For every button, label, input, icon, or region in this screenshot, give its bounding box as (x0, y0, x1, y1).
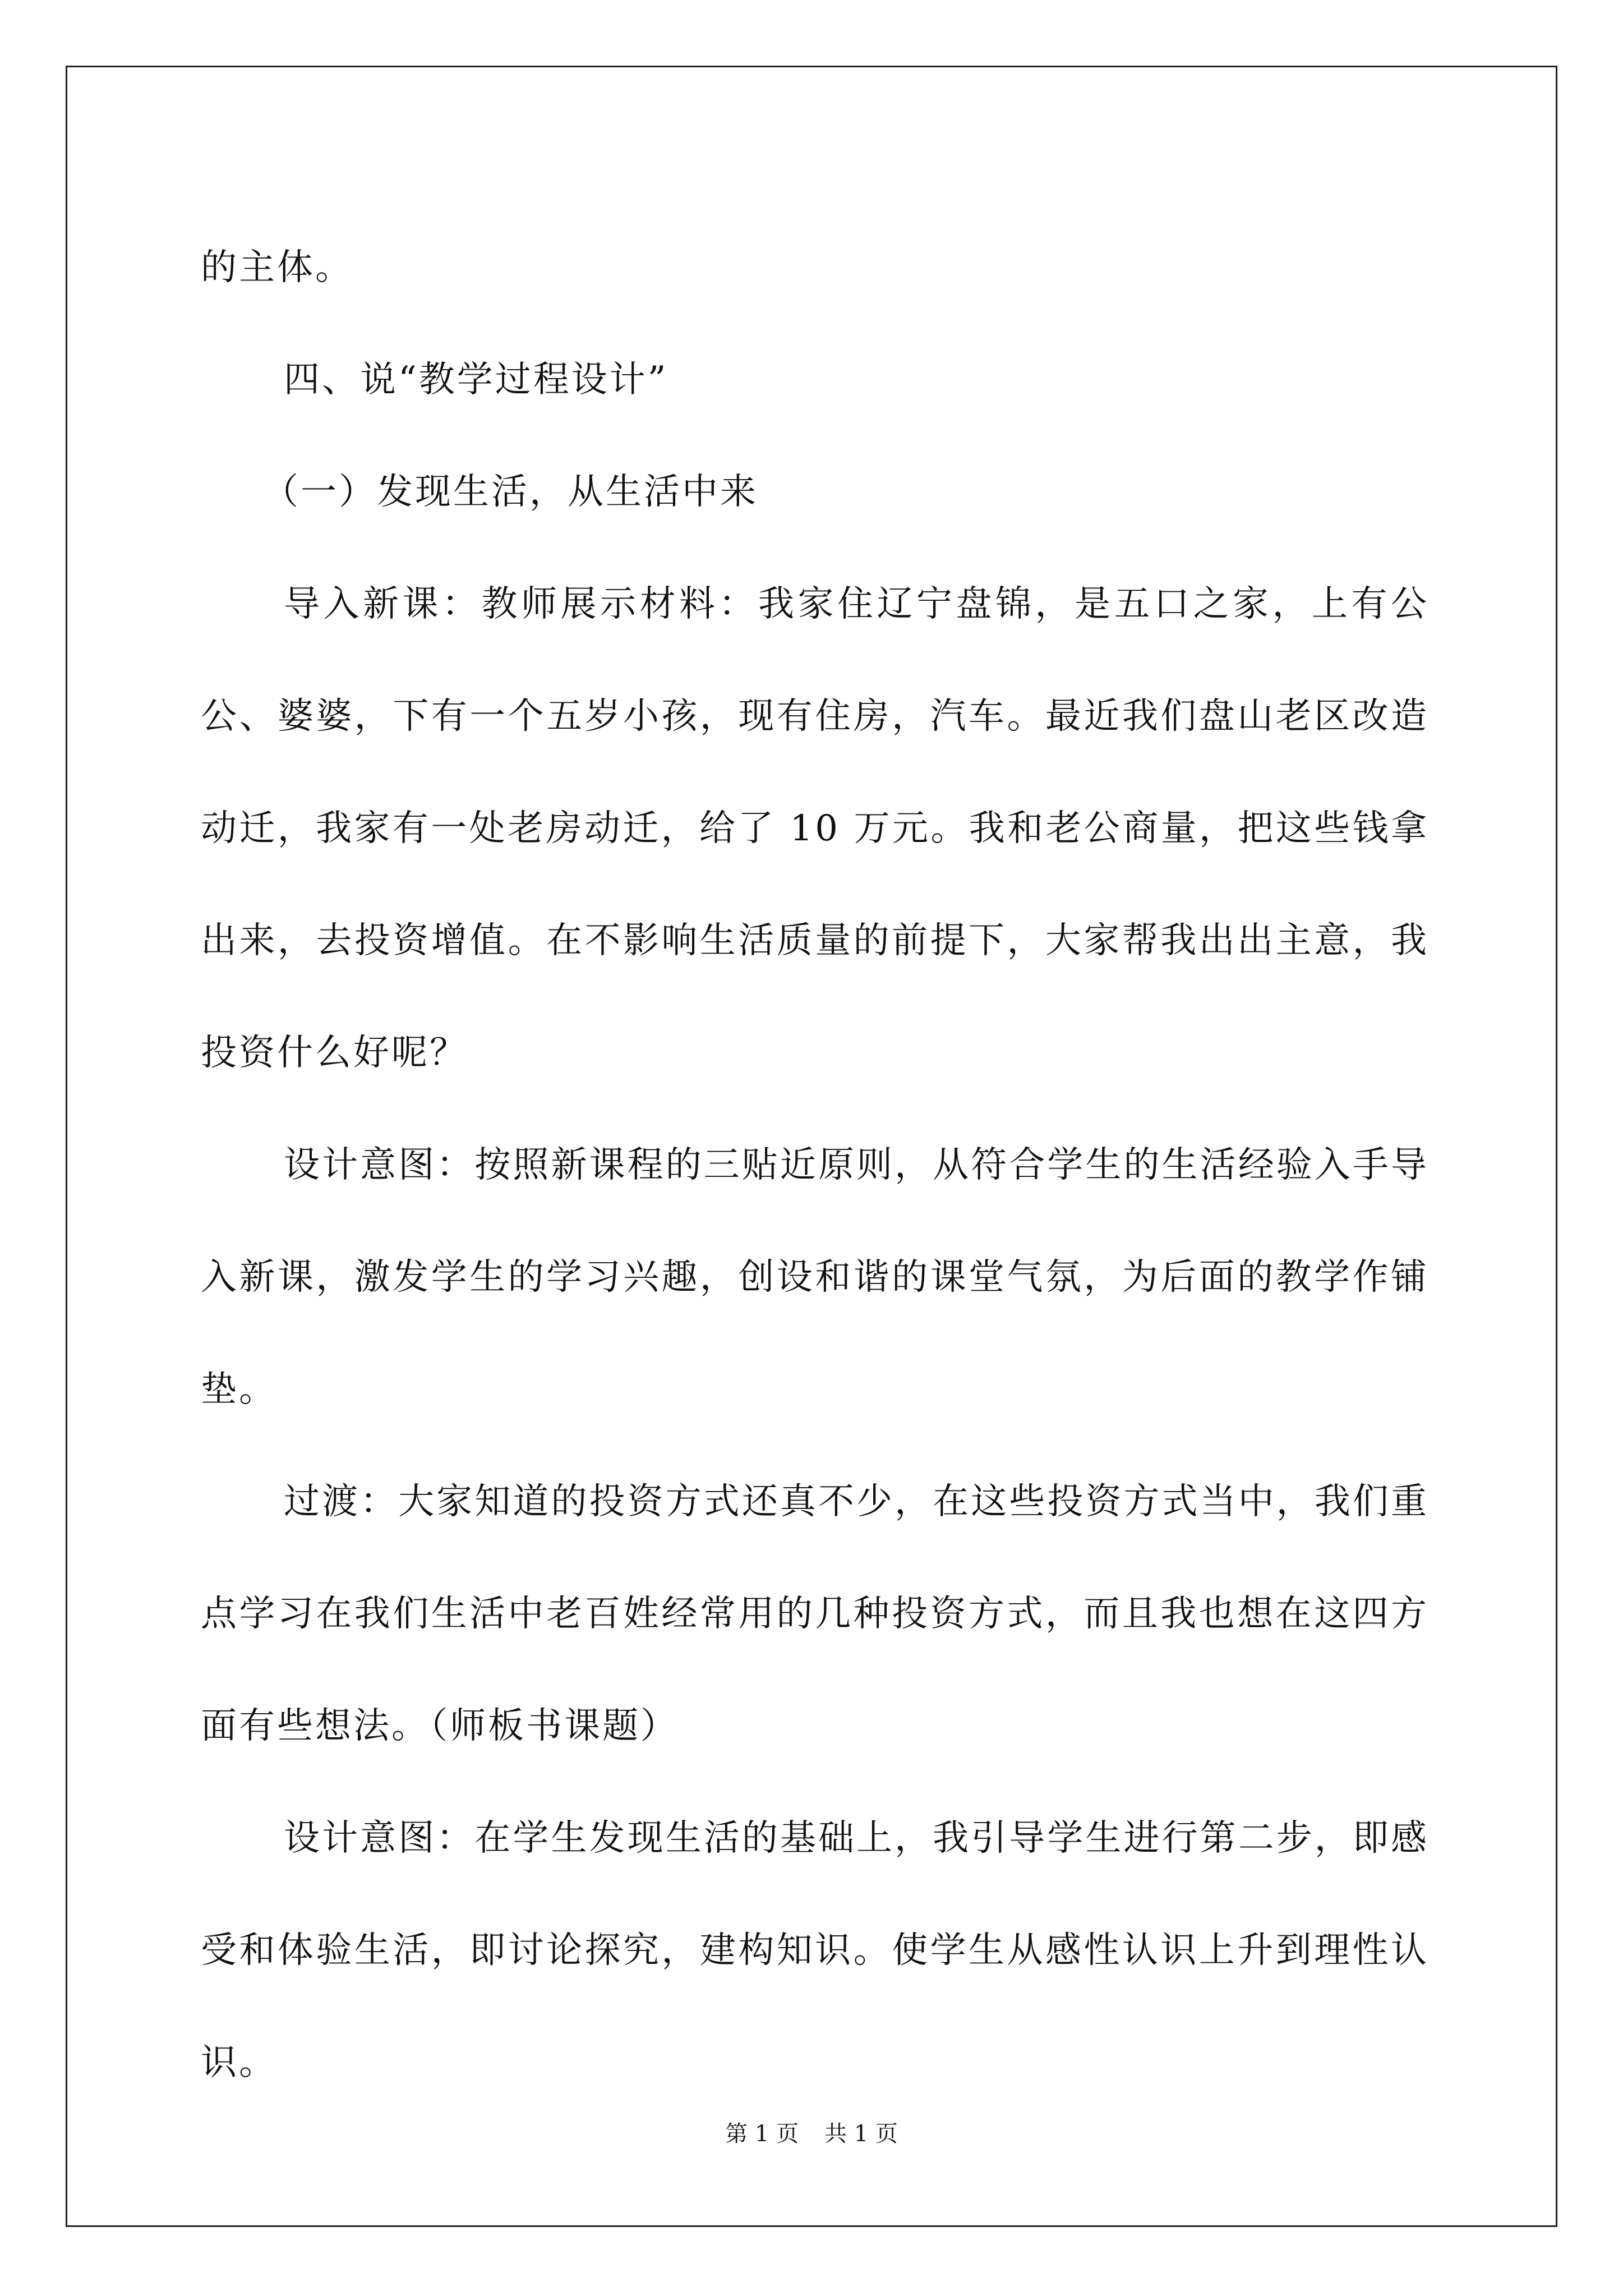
paragraph-intro: 导入新课：教师展示材料：我家住辽宁盘锦，是五口之家，上有公公、婆婆，下有一个五岁小孩，现有住房，汽车。最近我们盘山老区改造动迁，我家有一处老房动迁，给了 10 万元。我和老公商量，把这些钱拿出来，去投资增值。在不影响生活质量的前提下，大家帮我出出主意，我投资什么好呢？ (201, 583, 1429, 1074)
section-heading: 四、说“教学过程设计” (284, 359, 668, 401)
document-body (201, 211, 1429, 2119)
page-total: 共 1 页 (824, 2121, 898, 2147)
page-footer (0, 2120, 1623, 2148)
subsection-heading: （一）发现生活，从生活中来 (262, 471, 758, 513)
paragraph-design-intent-2: 设计意图：在学生发现生活的基础上，我引导学生进行第二步，即感受和体验生活，即讨论探究，建构知识。使学生从感性认识上升到理性认识。 (201, 1818, 1429, 2083)
paragraph-continuation: 的主体。 (201, 247, 353, 288)
paragraph-design-intent-1: 设计意图：按照新课程的三贴近原则，从符合学生的生活经验入手导入新课，激发学生的学习兴趣，创设和谐的课堂气氛，为后面的教学作铺垫。 (201, 1144, 1429, 1410)
page-number: 第 1 页 (725, 2121, 799, 2147)
paragraph-transition: 过渡：大家知道的投资方式还真不少，在这些投资方式当中，我们重点学习在我们生活中老百姓经常用的几种投资方式，而且我也想在这四方面有些想法。（师板书课题） (201, 1481, 1429, 1747)
